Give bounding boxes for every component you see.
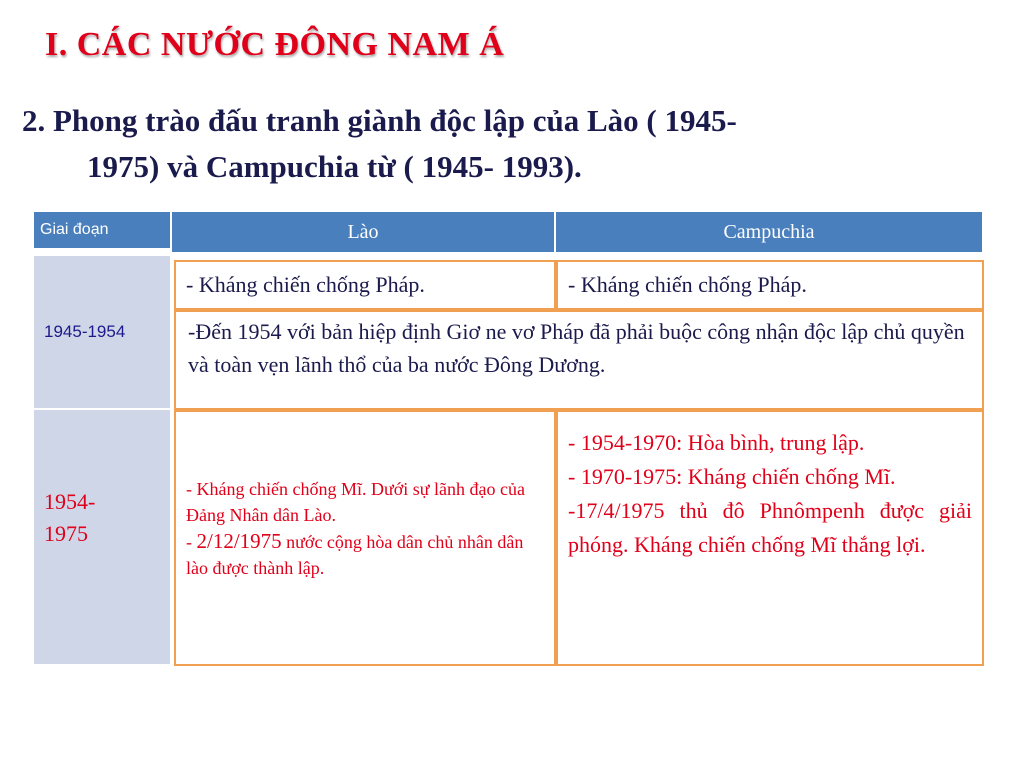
lao-item-1: - Kháng chiến chống Mĩ. Dưới sự lãnh đạo của Đảng Nhân dân Lào.	[186, 479, 525, 525]
campuchia-item-3: -17/4/1975 thủ đô Phnômpenh được giải phóng. Kháng chiến chống Mĩ thắng lợi.	[568, 498, 972, 557]
campuchia-item-1: - 1954-1970: Hòa bình, trung lập.	[568, 430, 865, 455]
subtitle-line-1: 2. Phong trào đấu tranh giành độc lập của Lào ( 1945-	[22, 103, 737, 138]
slide-subtitle	[22, 98, 1012, 190]
header-lao: Lào	[172, 212, 554, 252]
slide-title: I. CÁC NƯỚC ĐÔNG NAM Á	[45, 26, 505, 63]
period-label	[44, 486, 95, 664]
lao-item-2-prefix: -	[186, 532, 197, 552]
period-line-1: 1954-	[44, 489, 96, 514]
comparison-table	[34, 212, 982, 666]
campuchia-1954-text-box	[556, 410, 984, 666]
campuchia-item-2: - 1970-1975: Kháng chiến chống Mĩ.	[568, 464, 896, 489]
subtitle-line-2: 1975) và Campuchia từ ( 1945- 1993).	[87, 149, 582, 184]
lao-item-2-date: 2/12/1975	[196, 529, 282, 553]
period-line-2: 1975	[44, 521, 88, 546]
lao-item-2	[186, 528, 544, 581]
header-campuchia: Campuchia	[556, 212, 982, 252]
header-period: Giai đoạn	[34, 212, 170, 248]
lao-item-2-rest: nước cộng hòa dân chủ nhân dân lào được thành lập.	[186, 532, 524, 578]
period-cell-1954-1975	[34, 410, 170, 664]
period-cell-1945-1954: 1945-1954	[34, 256, 170, 408]
geneva-agreement-text-box: -Đến 1954 với bản hiệp định Giơ ne vơ Pháp đã phải buộc công nhận độc lập chủ quyền và toàn vẹn lãnh thổ của ba nước Đông Dương.	[174, 310, 984, 410]
campuchia-1945-text-box: - Kháng chiến chống Pháp.	[556, 260, 984, 310]
lao-1945-text-box: - Kháng chiến chống Pháp.	[174, 260, 556, 310]
lao-1954-text-box	[174, 410, 556, 666]
